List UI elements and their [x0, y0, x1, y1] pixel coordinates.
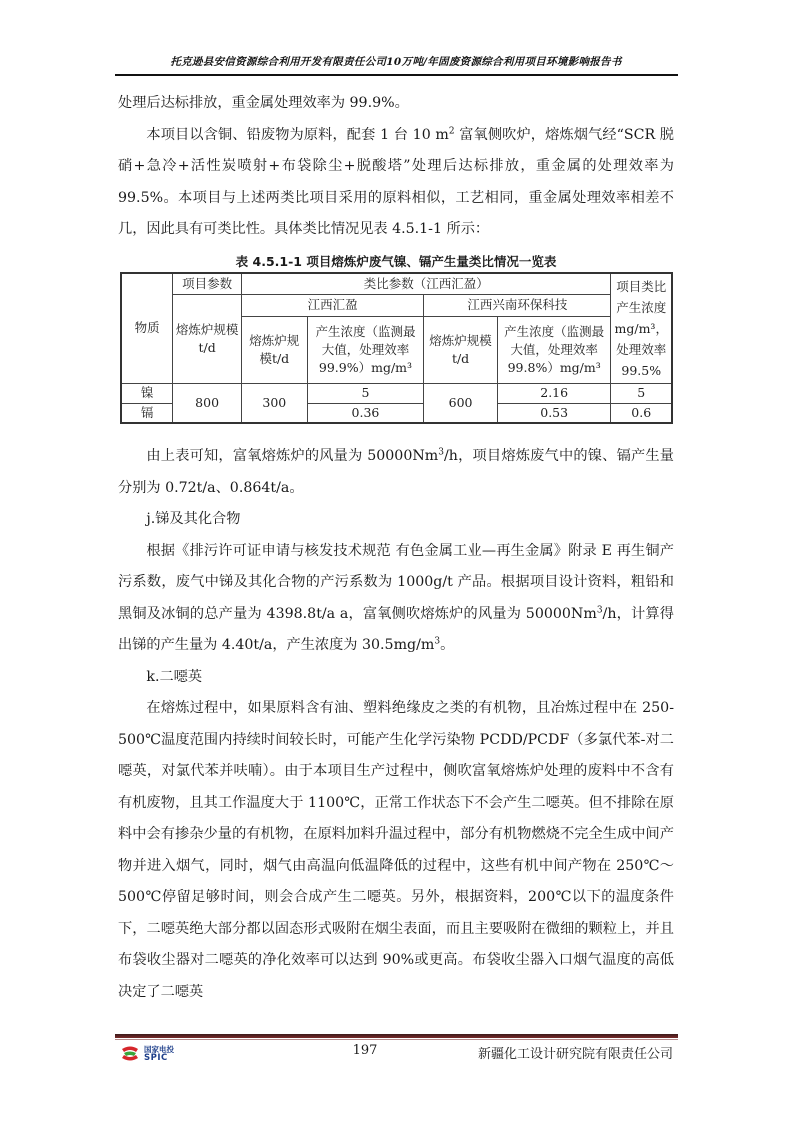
table-row [121, 383, 672, 403]
paragraph-2-part-a: 本项目以含铜、铅废物为原料，配套 1 台 10 m [146, 126, 449, 143]
cell-substance: 镉 [121, 403, 173, 423]
paragraph-2 [118, 120, 674, 246]
page-number: 197 [352, 1043, 378, 1058]
header-analog-params: 类比参数（江西汇盈） [241, 273, 611, 294]
cell-project-conc: 0.6 [611, 403, 672, 423]
cell-c2-conc: 2.16 [497, 383, 611, 403]
comparison-table [120, 272, 673, 424]
document-header: 托克逊县安信资源综合利用开发有限责任公司10万吨/年固废资源综合利用项目环境影响报告书 [170, 56, 622, 68]
header-c2-conc: 产生浓度（监测最大值，处理效率99.8%）mg/m³ [497, 316, 611, 383]
paragraph-3-part-b: /h，项目熔炼废气中的镍、镉产生量分别为 0.72t/a、0.864t/a。 [118, 448, 674, 496]
cell-project-conc: 5 [611, 383, 672, 403]
header-c1-scale: 熔炼炉规模t/d [241, 316, 307, 383]
superscript: 2 [448, 125, 455, 136]
superscript: 3 [434, 636, 441, 647]
heading-j: j.锑及其化合物 [146, 511, 241, 527]
paragraph-4-part-a: 根据《排污许可证申请与核发技术规范 有色金属工业—再生金属》附录 E 再生铜产污系数，废气中锑及其化合物的产污系数为 1000g/t 产品。根据项目设计资料，粗铅和黑铜及冰铜的总产量为 4398.8t/a a，富氧侧吹熔炼炉的风量为 50000Nm [118, 542, 674, 622]
table-caption: 表 4.5.1-1 项目熔炼炉废气镍、镉产生量类比情况一览表 [235, 254, 557, 269]
paragraph-2-part-b: 富氧侧吹炉，熔炼烟气经“SCR 脱硝+急冷+活性炭喷射+布袋除尘+脱酸塔”处理后达标排放，重金属的处理效率为 99.5%。本项目与上述两类比项目采用的原料相似，工艺相同，重金属处理效率相差不几，因此具有可类比性。具体类比情况见表 4.5.1-1 所示： [118, 126, 674, 237]
cell-c2-scale: 600 [424, 383, 498, 423]
cell-c1-conc: 0.36 [307, 403, 424, 423]
body-bottom [118, 441, 674, 1008]
cell-project-scale: 800 [173, 383, 242, 423]
heading-k: k.二噁英 [146, 668, 203, 685]
footer-rule [115, 1034, 678, 1038]
paragraph-3-part-a: 由上表可知，富氧熔炼炉的风量为 50000Nm [146, 448, 439, 464]
header-project-scale: 熔炼炉规模t/d [173, 294, 242, 383]
superscript: 3 [438, 447, 444, 458]
footer-company: 新疆化工设计研究院有限责任公司 [477, 1047, 673, 1062]
paragraph-3 [118, 441, 674, 504]
paragraph-4 [118, 536, 674, 662]
cell-c2-conc: 0.53 [497, 403, 611, 423]
paragraph-1: 处理后达标排放，重金属处理效率为 99.9%。 [118, 95, 409, 111]
logo-text-en: SPIC [144, 1053, 168, 1063]
spic-logo-icon [120, 1045, 140, 1063]
spic-logo [120, 1044, 190, 1064]
header-c2-scale: 熔炼炉规模t/d [424, 316, 498, 383]
cell-c1-scale: 300 [241, 383, 307, 423]
header-project-analog: 项目类比产生浓度mg/m³，处理效率99.5% [611, 273, 672, 383]
header-project-params: 项目参数 [173, 273, 242, 294]
cell-substance: 镍 [121, 383, 173, 403]
footer-rule-thin [115, 1039, 678, 1040]
body-top [118, 88, 674, 246]
header-company-1: 江西汇盈 [241, 294, 423, 316]
superscript: 3 [596, 604, 603, 615]
logo-text-cn: 国家电投 [144, 1045, 174, 1054]
header-substance: 物质 [121, 273, 173, 383]
paragraph-4-part-c: 。 [440, 637, 455, 653]
header-c1-conc: 产生浓度（监测最大值，处理效率99.9%）mg/m³ [307, 316, 424, 383]
header-rule [115, 74, 678, 76]
header-company-2: 江西兴南环保科技 [424, 294, 611, 316]
paragraph-5: 在熔炼过程中，如果原料含有油、塑料绝缘皮之类的有机物，且冶炼过程中在 250-500℃温度范围内持续时间较长时，可能产生化学污染物 PCDD/PCDF（多氯代苯-对二噁英，对氯代苯并呋喃）。由于本项目生产过程中，侧吹富氧熔炼炉处理的废料中不含有有机废物，且其工作温度大于 1100℃，正常工作状态下不会产生二噁英。但不排除在原料中会有掺杂少量的有机物，在原料加料升温过程中，部分有机物燃烧不完全生成中间产物并进入烟气，同时，烟气由高温向低温降低的过程中，这些有机中间产物在 250℃～500℃停留足够时间，则会合成产生二噁英。另外，根据资料，200℃以下的温度条件下，二噁英绝大部分都以固态形式吸附在烟尘表面，而且主要吸附在微细的颗粒上，并且布袋收尘器对二噁英的净化效率可以达到 90%或更高。布袋收尘器入口烟气温度的高低决定了二噁英 [118, 700, 674, 1000]
cell-c1-conc: 5 [307, 383, 424, 403]
paragraph-4-part-b: /h，计算得出锑的产生量为 4.40t/a，产生浓度为 30.5mg/m [118, 605, 675, 653]
